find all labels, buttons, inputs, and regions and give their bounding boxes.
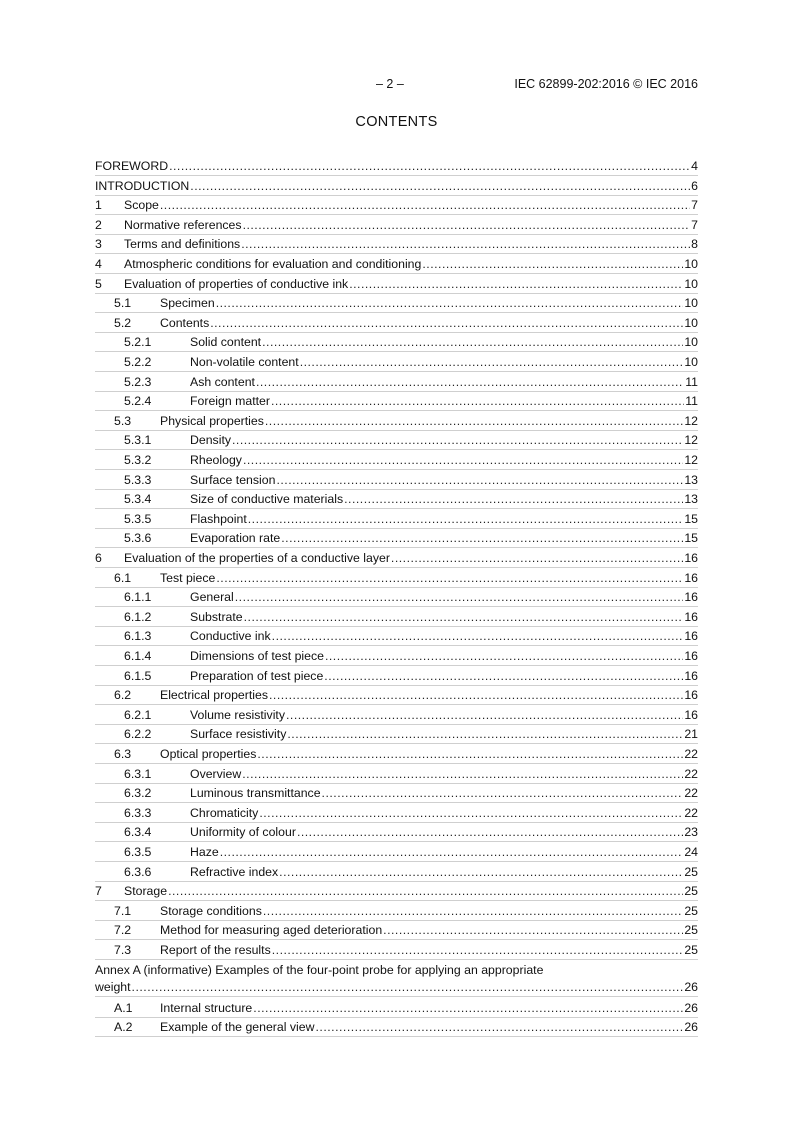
toc-entry-number: 6.2 — [114, 688, 132, 703]
toc-entry-page: 12 — [684, 433, 698, 448]
toc-dot-leader — [259, 804, 683, 822]
toc-entry-title: Size of conductive materials — [190, 492, 344, 507]
toc-entry-title: Electrical properties — [160, 688, 268, 703]
toc-entry-title: Refractive index — [190, 864, 279, 879]
toc-entry[interactable] — [95, 843, 698, 862]
toc-entry-title: Flashpoint — [190, 511, 247, 526]
toc-entry-page: 16 — [684, 668, 698, 683]
toc-entry-title: Storage conditions — [160, 903, 262, 918]
toc-entry[interactable] — [95, 471, 698, 490]
toc-entry[interactable] — [95, 863, 698, 882]
toc-entry-title: General — [190, 590, 234, 605]
toc-entry-title: Optical properties — [160, 747, 257, 761]
toc-entry-number: 5.2.1 — [124, 335, 152, 350]
toc-entry-number: 7.1 — [114, 903, 132, 918]
toc-dot-leader — [297, 823, 683, 841]
toc-entry[interactable] — [95, 392, 698, 411]
toc-entry-title: Report of the results — [160, 943, 271, 957]
toc-entry-number: 5.2 — [114, 315, 132, 330]
toc-entry[interactable] — [95, 941, 698, 960]
toc-entry[interactable] — [95, 549, 698, 568]
toc-entry-number: 6.2.2 — [124, 727, 152, 742]
toc-entry-title: Conductive ink — [190, 629, 271, 644]
toc-entry-number: 5.1 — [114, 296, 132, 311]
toc-entry-number: 7.2 — [114, 923, 132, 938]
toc-entry[interactable] — [95, 1018, 698, 1037]
toc-entry[interactable] — [95, 333, 698, 352]
toc-entry-page: 11 — [685, 374, 698, 389]
toc-dot-leader — [344, 490, 683, 508]
toc-entry-title: Luminous transmittance — [190, 786, 321, 801]
toc-entry-title: Example of the general view — [160, 1020, 315, 1035]
toc-entry-page: 12 — [684, 413, 698, 428]
toc-entry-page: 26 — [684, 1020, 698, 1035]
toc-dot-leader — [257, 745, 683, 763]
contents-heading: CONTENTS — [355, 114, 438, 130]
toc-entry-title: Test piece — [160, 570, 216, 585]
toc-entry-title: Scope — [124, 198, 159, 213]
toc-entry[interactable] — [95, 177, 698, 196]
toc-entry[interactable] — [95, 235, 698, 254]
toc-entry-number: 6.1.5 — [124, 668, 152, 683]
toc-dot-leader — [168, 882, 683, 900]
toc-entry-page: 26 — [684, 979, 698, 994]
toc-entry[interactable] — [95, 686, 698, 705]
toc-entry-title: Internal structure — [160, 1000, 253, 1015]
toc-entry-title: Uniformity of colour — [190, 825, 296, 840]
toc-dot-leader — [243, 451, 683, 469]
toc-annex-title-line1: Annex A (informative) Examples of the four-point probe for applying an appropriate — [95, 962, 544, 977]
toc-entry-title: Non-volatile content — [190, 355, 299, 369]
toc-entry-number: 7.3 — [114, 943, 132, 957]
toc-entry-number: 6.3.2 — [124, 786, 152, 801]
toc-entry-page: 16 — [684, 649, 698, 663]
toc-entry-page: 22 — [684, 805, 698, 820]
toc-entry-number: 6.1.4 — [124, 649, 152, 663]
toc-entry-title: Contents — [160, 315, 210, 330]
toc-entry-title: Chromaticity — [190, 805, 259, 820]
toc-dot-leader — [422, 255, 683, 273]
toc-dot-leader — [169, 157, 690, 175]
toc-entry-title: Specimen — [160, 296, 215, 311]
toc-dot-leader — [383, 921, 683, 939]
toc-entry-title: Evaluation of the properties of a conductive layer — [124, 551, 390, 565]
toc-entry-title: Surface tension — [190, 472, 276, 487]
toc-entry-page: 25 — [684, 923, 698, 938]
toc-entry-page: 8 — [691, 237, 698, 252]
toc-entry-number: A.1 — [114, 1000, 133, 1015]
toc-dot-leader — [265, 412, 683, 430]
toc-dot-leader — [276, 471, 683, 489]
toc-entry-title: Normative references — [124, 217, 242, 232]
toc-entry[interactable] — [95, 765, 698, 784]
toc-entry-page: 22 — [684, 786, 698, 801]
toc-entry-page: 25 — [684, 884, 698, 899]
toc-entry[interactable] — [95, 999, 698, 1018]
toc-entry-number: 6.1 — [114, 570, 132, 585]
toc-dot-leader — [263, 902, 683, 920]
toc-entry-number: 5.2.4 — [124, 394, 152, 409]
toc-entry[interactable] — [95, 569, 698, 588]
toc-entry-page: 10 — [684, 335, 698, 350]
toc-entry-title: Substrate — [190, 609, 243, 624]
toc-entry-number: 6.3 — [114, 747, 132, 761]
toc-entry[interactable] — [95, 451, 698, 470]
toc-dot-leader — [349, 275, 683, 293]
toc-dot-leader — [324, 667, 683, 685]
toc-entry-page: 13 — [684, 472, 698, 487]
toc-dot-leader — [242, 765, 683, 783]
toc-dot-leader — [271, 392, 684, 410]
toc-entry-page: 25 — [684, 864, 698, 879]
toc-entry-page: 25 — [684, 903, 698, 918]
toc-dot-leader — [269, 686, 683, 704]
toc-entry-number: 2 — [95, 217, 102, 232]
toc-entry-title: Overview — [190, 766, 242, 781]
toc-dot-leader — [322, 784, 684, 802]
toc-entry[interactable] — [95, 216, 698, 235]
toc-entry[interactable] — [95, 314, 698, 333]
toc-dot-leader — [256, 373, 684, 391]
toc-entry-title: Preparation of test piece — [190, 668, 324, 683]
toc-entry-number: 4 — [95, 257, 102, 271]
toc-entry-page: 25 — [684, 943, 698, 957]
toc-entry-page: 7 — [691, 198, 698, 213]
toc-dot-leader — [235, 588, 684, 606]
toc-entry-number: 6.1.2 — [124, 609, 152, 624]
toc-entry-page: 23 — [684, 825, 698, 840]
toc-dot-leader — [300, 353, 684, 371]
toc-entry[interactable] — [95, 157, 698, 176]
toc-dot-leader — [272, 627, 684, 645]
page-header — [95, 77, 698, 93]
toc-entry[interactable] — [95, 804, 698, 823]
toc-entry-number: 5.2.3 — [124, 374, 152, 389]
toc-entry-number: 5.3.5 — [124, 511, 152, 526]
toc-dot-leader — [279, 863, 683, 881]
toc-entry-number: 6 — [95, 551, 102, 565]
page-number: – 2 – — [376, 77, 404, 91]
toc-entry-number: 5.3.1 — [124, 433, 152, 448]
toc-dot-leader — [287, 725, 683, 743]
toc-entry-number: 5.3.2 — [124, 453, 152, 467]
toc-entry-title: Terms and definitions — [124, 237, 241, 252]
toc-entry-page: 16 — [684, 688, 698, 703]
toc-dot-leader — [391, 549, 683, 567]
toc-entry-title: FOREWORD — [95, 159, 169, 173]
toc-entry-title: Evaluation of properties of conductive ink — [124, 276, 349, 291]
toc-entry-page: 10 — [684, 296, 698, 311]
toc-entry-number: 6.3.1 — [124, 766, 152, 781]
toc-dot-leader — [253, 999, 683, 1017]
toc-entry-page: 15 — [684, 511, 698, 526]
toc-dot-leader — [248, 510, 684, 528]
toc-entry[interactable] — [95, 784, 698, 803]
toc-entry[interactable] — [95, 745, 698, 764]
toc-dot-leader — [241, 235, 690, 253]
toc-dot-leader — [190, 177, 690, 195]
toc-entry-title: Solid content — [190, 335, 262, 350]
toc-entry[interactable] — [95, 490, 698, 509]
toc-entry-number: 3 — [95, 237, 102, 252]
toc-entry[interactable] — [95, 627, 698, 646]
toc-entry-title: Atmospheric conditions for evaluation and conditioning — [124, 257, 422, 271]
toc-dot-leader — [243, 216, 691, 234]
toc-entry-page: 22 — [684, 747, 698, 761]
toc-entry-page: 16 — [684, 551, 698, 565]
toc-entry-title: Physical properties — [160, 413, 264, 428]
toc-entry-page: 26 — [684, 1000, 698, 1015]
toc-dot-leader — [232, 431, 683, 449]
toc-entry[interactable] — [95, 353, 698, 372]
toc-entry[interactable] — [95, 529, 698, 548]
toc-entry-page: 16 — [684, 609, 698, 624]
toc-entry[interactable] — [95, 921, 698, 940]
toc-dot-leader — [216, 569, 683, 587]
toc-entry-page: 16 — [684, 590, 698, 605]
toc-entry[interactable] — [95, 294, 698, 313]
toc-entry-title: Surface resistivity — [190, 727, 287, 742]
toc-entry-page: 10 — [684, 257, 698, 271]
toc-entry-number: 6.1.3 — [124, 629, 152, 644]
toc-entry[interactable] — [95, 373, 698, 392]
toc-entry-title: Density — [190, 433, 232, 448]
toc-entry-title: Dimensions of test piece — [190, 649, 324, 663]
toc-entry-page: 21 — [684, 727, 698, 742]
toc-entry-page: 10 — [684, 276, 698, 291]
toc-entry-number: 6.3.3 — [124, 805, 152, 820]
toc-dot-leader — [132, 978, 684, 996]
toc-entry-number: 5 — [95, 276, 102, 291]
document-reference: IEC 62899-202:2016 © IEC 2016 — [514, 77, 698, 91]
toc-dot-leader — [281, 529, 683, 547]
toc-entry[interactable] — [95, 196, 698, 215]
toc-entry-number: 5.3.4 — [124, 492, 152, 507]
toc-entry-page: 6 — [691, 178, 698, 193]
toc-dot-leader — [315, 1018, 683, 1036]
toc-entry[interactable] — [95, 275, 698, 294]
toc-entry-number: 6.1.1 — [124, 590, 152, 605]
toc-entry-page: 13 — [684, 492, 698, 507]
toc-entry-number: 7 — [95, 884, 102, 899]
toc-entry[interactable] — [95, 647, 698, 666]
toc-entry[interactable] — [95, 823, 698, 842]
toc-entry-number: 6.3.4 — [124, 825, 152, 840]
toc-dot-leader — [286, 706, 683, 724]
toc-dot-leader — [244, 608, 684, 626]
toc-entry[interactable] — [95, 902, 698, 921]
toc-dot-leader — [210, 314, 683, 332]
toc-entry-page: 16 — [684, 570, 698, 585]
toc-entry-page: 12 — [684, 453, 698, 467]
toc-entry-number: 5.3.3 — [124, 472, 152, 487]
toc-entry[interactable] — [95, 706, 698, 725]
toc-entry-page: 15 — [684, 531, 698, 546]
toc-entry[interactable] — [95, 882, 698, 901]
toc-dot-leader — [262, 333, 683, 351]
toc-annex-title-line2: weight — [95, 979, 131, 994]
toc-entry-number: 6.2.1 — [124, 707, 152, 722]
toc-entry-title: INTRODUCTION — [95, 178, 190, 193]
toc-dot-leader — [216, 294, 684, 312]
toc-annex-entry[interactable] — [95, 961, 698, 997]
toc-entry-page: 10 — [684, 315, 698, 330]
toc-entry-title: Haze — [190, 845, 219, 859]
toc-entry-page: 10 — [684, 355, 698, 369]
toc-entry-page: 24 — [684, 845, 698, 859]
toc-dot-leader — [220, 843, 684, 861]
toc-entry-title: Ash content — [190, 374, 255, 389]
toc-entry-number: 5.2.2 — [124, 355, 152, 369]
toc-entry-title: Foreign matter — [190, 394, 270, 409]
toc-entry[interactable] — [95, 725, 698, 744]
toc-entry-number: 6.3.6 — [124, 864, 152, 879]
toc-entry-number: 5.3.6 — [124, 531, 152, 546]
toc-entry-number: 6.3.5 — [124, 845, 152, 859]
toc-entry-title: Evaporation rate — [190, 531, 281, 546]
toc-entry-page: 4 — [691, 159, 698, 173]
toc-dot-leader — [272, 941, 684, 959]
toc-entry-title: Rheology — [190, 453, 242, 467]
toc-entry-title: Storage — [124, 884, 168, 899]
toc-entry-number: 5.3 — [114, 413, 132, 428]
toc-entry-page: 22 — [684, 766, 698, 781]
toc-entry-page: 11 — [685, 394, 698, 409]
toc-entry[interactable] — [95, 510, 698, 529]
toc-entry[interactable] — [95, 667, 698, 686]
toc-entry-page: 16 — [684, 707, 698, 722]
toc-entry-page: 7 — [691, 217, 698, 232]
toc-entry-title: Method for measuring aged deterioration — [160, 923, 383, 938]
toc-entry-number: 1 — [95, 198, 102, 213]
toc-entry-title: Volume resistivity — [190, 707, 285, 722]
toc-entry[interactable] — [95, 412, 698, 431]
toc-entry-number: A.2 — [114, 1020, 133, 1035]
toc-dot-leader — [325, 647, 683, 665]
toc-entry-page: 16 — [684, 629, 698, 644]
toc-entry[interactable] — [95, 255, 698, 274]
toc-entry[interactable] — [95, 431, 698, 450]
toc-entry[interactable] — [95, 608, 698, 627]
toc-dot-leader — [160, 196, 690, 214]
toc-entry[interactable] — [95, 588, 698, 607]
